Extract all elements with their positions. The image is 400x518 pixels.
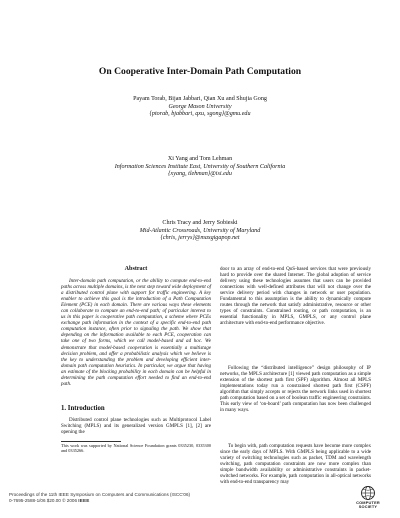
body-paragraph-1: door to an array of end-to-end QoS-based services that were previously hard to provide over the shared Internet. The global adoption of service delivery using these technologies assumes that users can be provided connections with well-defined attributes that will not change over the service delivery period with changes in network or user population. Fundamental to this assumption is the ability to dynamically compute routes through the network that satisfy administrative, resource or other types of constraints. Constrained routing, or path computation, is an essential functionality in MPLS, GMPLS, or any control plane architecture with end-to-end performance objective. xyxy=(220,266,371,327)
introduction-paragraph: Distributed control plane technologies such as Multiprotocol Label Switching (MPLS) and its generalized version GMPLS [1], [2] are opening the xyxy=(61,417,211,436)
author-emails: {xyang, tlehman}@isi.edu xyxy=(168,171,232,178)
author-names: Chris Tracy and Jerry Sobieski xyxy=(162,220,238,226)
author-group-1 xyxy=(40,96,360,119)
body-paragraph-2: Following the “distributed intelligence” design philosophy of IP networks, the MPLS architecture [1] viewed path computation as a simple extension of the shortest path first (SPF) algorithm. Almost all MPLS implementations today run a constrained shortest path first (CSPF) algorithm that simply accepts or rejects the network links used in shortest path computation based on a set of boolean traffic engineering constraints. This early view of ‘on-board’ path computation has now been challenged in many ways. xyxy=(220,365,371,414)
author-group-3 xyxy=(40,220,360,243)
ieee-computer-society-logo xyxy=(348,485,388,513)
abstract-text: Inter-domain path computation, or the ability to compute end-to-end paths across multiple domains, is the next step toward wide deployment of a distributed control plane with support for traffic engineering. A key enabler to achieve this goal is the introduction of a Path Computation Element (PCE) in each domain. There are various ways these elements can collaborate to compute an end-to-end path; of particular interest to us in this paper is cooperative path computation, a scheme where PCEs exchange path information in the context of a specific end-to-end path computation instance, often prior to signaling the path. We show that depending on the information available to each PCE, cooperation can take one of two forms, which we call model-based and ad hoc. We demonstrate that model-based cooperation is essentially a multistage decision problem, and offer a probabilistic analysis which we believe is the key to understanding the problem and developing efficient inter-domain path computation heuristics. In particular, we argue that having an estimate of the blocking probability in each domain can be helpful in determining the path computation effort needed to find an end-to-end path. xyxy=(61,278,211,387)
author-group-2 xyxy=(40,156,360,179)
logo-text-computer: COMPUTER xyxy=(356,500,380,505)
author-emails: {ptorab, bjabbari, qxu, sgong}@gmu.edu xyxy=(149,111,251,118)
author-names: Xi Yang and Tom Lehman xyxy=(167,156,233,162)
page-footer xyxy=(9,492,190,504)
author-affiliation: Mid-Atlantic Crossroads, University of Maryland xyxy=(139,227,261,234)
computer-society-emblem-icon xyxy=(348,485,388,501)
footer-proceedings: Proceedings of the 11th IEEE Symposium on Computers and Communications (ISCC'06) xyxy=(9,492,191,497)
author-emails: {chris, jerrys}@maxgigapop.net xyxy=(160,235,240,242)
section-heading-introduction: 1. Introduction xyxy=(61,405,105,412)
ieee-wordmark: IEEE xyxy=(78,498,90,503)
paper-title: On Cooperative Inter-Domain Path Computation xyxy=(98,66,302,77)
footnote-funding: This work was supported by National Science Foundation grants 0335230, 0335300 and 0335266. xyxy=(61,443,211,454)
author-affiliation: George Mason University xyxy=(168,103,232,110)
author-names: Payam Torab, Bijan Jabbari, Qian Xu and Shujia Gong xyxy=(133,96,267,102)
footnote-divider xyxy=(61,441,121,442)
footer-isbn xyxy=(9,498,190,504)
author-affiliation: Information Sciences Institute East, University of Southern California xyxy=(114,163,286,170)
logo-wordmark xyxy=(348,501,388,510)
logo-text-society: SOCIETY xyxy=(358,504,378,510)
abstract-heading: Abstract xyxy=(124,266,148,272)
body-paragraph-3: To begin with, path computation requests have become more complex since the early days of MPLS. With GMPLS being applicable to a wide variety of switching technologies such as packet, TDM and wavelength switching, path computation constraints are now more complex than simple bandwidth availability or administrative constraints in packet-switched networks. For example, path computation in all-optical networks with end-to-end transparency may xyxy=(220,443,371,486)
footer-price-line: 0-7695-2588-1/06 $20.00 © 2006 xyxy=(9,498,78,503)
